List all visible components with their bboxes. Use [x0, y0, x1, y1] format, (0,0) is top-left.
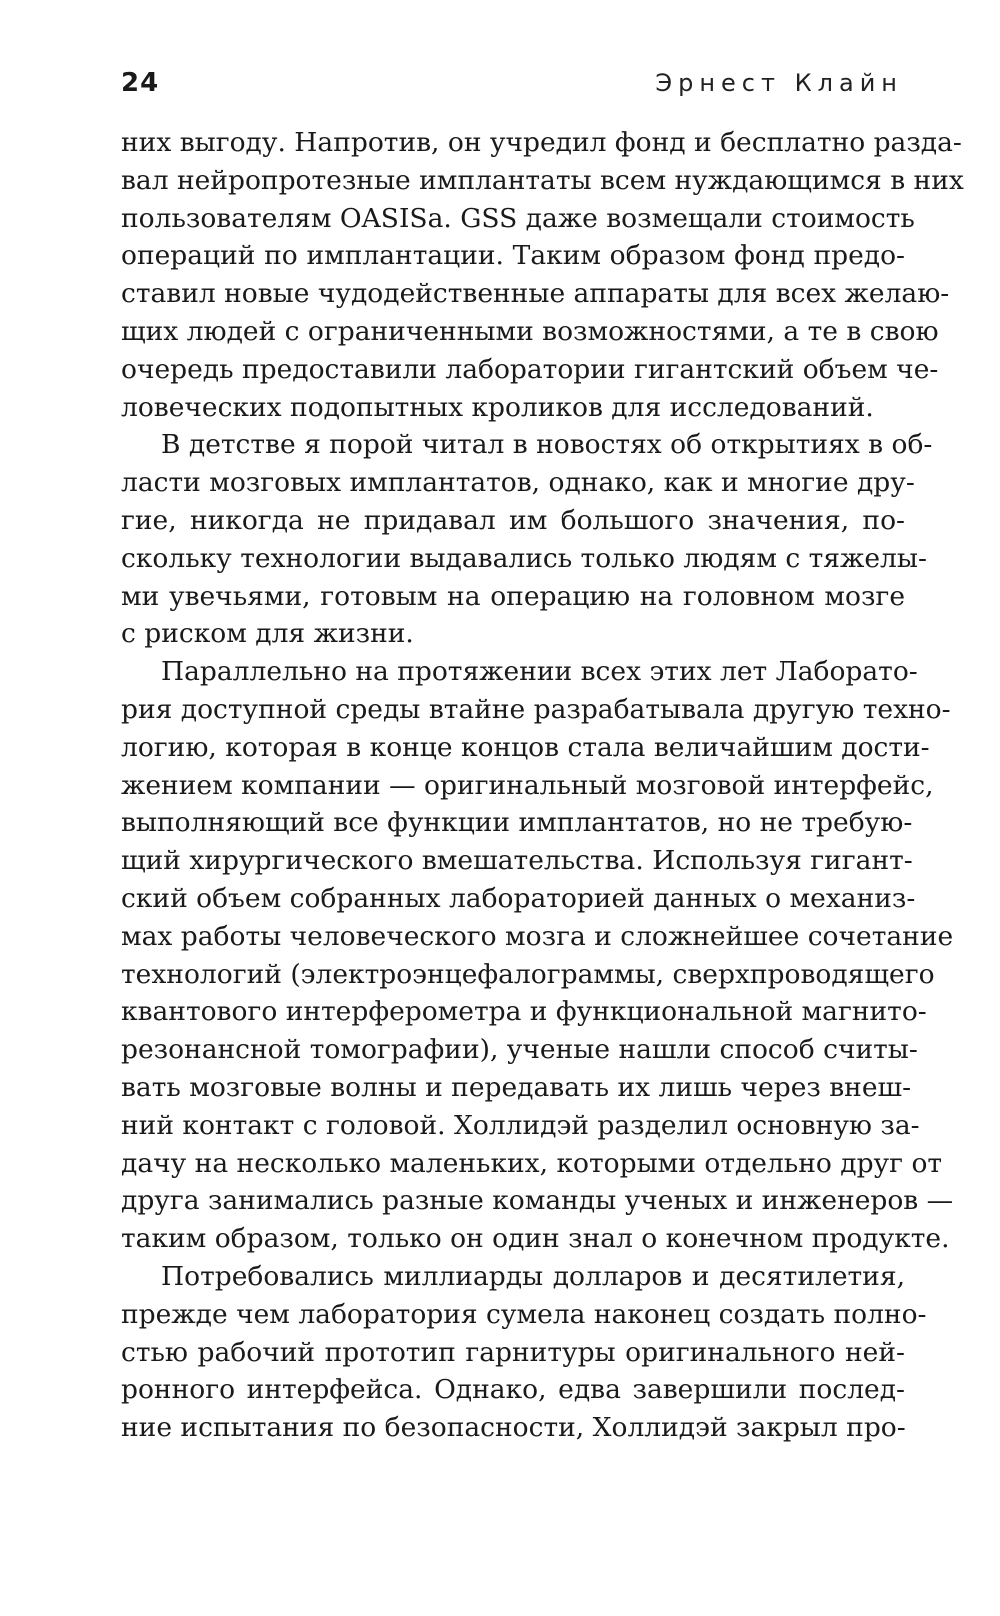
page-number: 24	[121, 68, 160, 98]
text-line: стью рабочий прототип гарнитуры оригинального ней-	[121, 1336, 905, 1368]
text-line: очередь предоставили лаборатории гигантский объем че-	[121, 353, 939, 385]
text-line: гие, никогда не придавал им большого значения, по-	[121, 504, 905, 536]
text-line: щий хирургического вмешательства. Используя гигант-	[121, 845, 913, 877]
text-line: жением компании — оригинальный мозговой интерфейс,	[121, 769, 934, 801]
text-line: них выгоду. Напротив, он учредил фонд и бесплатно разда-	[121, 127, 962, 158]
text-line: дачу на несколько маленьких, которыми отдельно друг от	[121, 1147, 943, 1179]
text-line: Параллельно на протяжении всех этих лет Лаборато-	[161, 656, 918, 688]
text-line: ми увечьями, готовым на операцию на головном мозге	[121, 580, 905, 612]
text-line: щих людей с ограниченными возможностями, а те в свою	[121, 315, 939, 347]
text-line: логию, которая в конце концов стала величайшим дости-	[121, 731, 930, 763]
text-line: скольку технологии выдавались только людям с тяжелы-	[121, 542, 927, 574]
text-line: квантового интерферометра и функциональной магнито-	[121, 996, 927, 1028]
book-author: Эрнест Клайн	[655, 69, 903, 97]
text-line: ловеческих подопытных кроликов для исследований.	[121, 391, 874, 423]
text-line: ласти мозговых имплантатов, однако, как и многие дру-	[121, 467, 915, 499]
text-line: Потребовались миллиарды долларов и десятилетия,	[161, 1260, 905, 1292]
text-line: технологий (электроэнцефалограммы, сверхпроводящего	[121, 958, 935, 990]
text-line: ний контакт с головой. Холлидэй разделил основную за-	[121, 1109, 920, 1141]
running-header	[121, 58, 903, 108]
text-line: таким образом, только он один знал о конечном продукте.	[121, 1223, 950, 1255]
text-line: вал нейропротезные имплантаты всем нуждающимся в них	[121, 164, 964, 196]
body-text	[121, 124, 964, 1447]
text-line: прежде чем лаборатория сумела наконец создать полно-	[121, 1298, 927, 1330]
text-line: с риском для жизни.	[121, 618, 414, 650]
text-line: резонансной томографии), ученые нашли способ считы-	[121, 1034, 918, 1066]
text-line: операций по имплантации. Таким образом фонд предо-	[121, 240, 905, 272]
text-line: ронного интерфейса. Однако, едва завершили послед-	[121, 1374, 905, 1406]
text-line: выполняющий все функции имплантатов, но не требую-	[121, 807, 913, 839]
text-line: пользователям OASISа. GSS даже возмещали стоимость	[121, 202, 915, 234]
text-line: В детстве я порой читал в новостях об открытиях в об-	[161, 429, 933, 461]
text-line: рия доступной среды втайне разрабатывала другую техно-	[121, 693, 951, 725]
text-line: друга занимались разные команды ученых и инженеров —	[121, 1185, 954, 1217]
text-line: вать мозговые волны и передавать их лишь через внеш-	[121, 1071, 912, 1103]
text-line: ставил новые чудодейственные аппараты для всех желаю-	[121, 278, 950, 310]
text-line: ние испытания по безопасности, Холлидэй закрыл про-	[121, 1412, 906, 1444]
text-line: мах работы человеческого мозга и сложнейшее сочетание	[121, 920, 954, 952]
text-line: ский объем собранных лабораторией данных о механиз-	[121, 882, 916, 914]
